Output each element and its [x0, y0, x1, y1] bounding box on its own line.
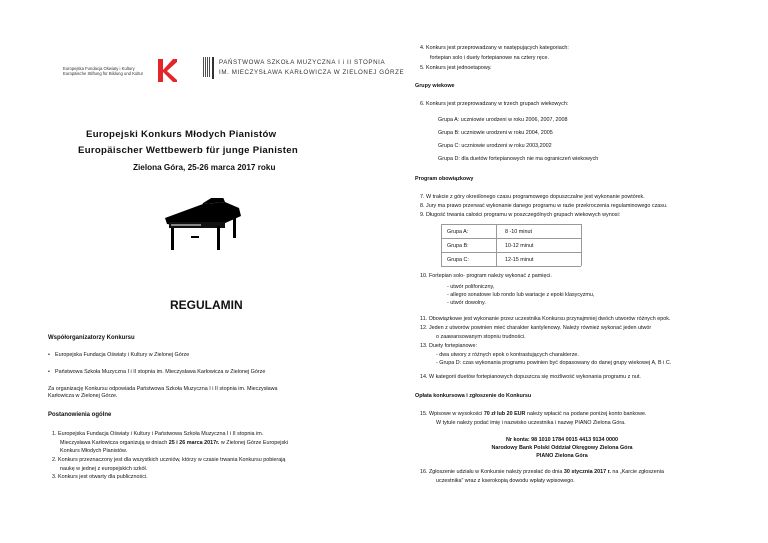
age-group-item: Grupa C: uczniowie urodzeni w roku 2003,2002	[438, 143, 552, 149]
coorganizer-item: • Państwowa Szkoła Muzyczna I i II stopnia im. Mieczysława Karłowicza w Zielonej Górze	[55, 369, 265, 376]
title-polish: Europejski Konkurs Młodych Pianistów	[86, 129, 277, 140]
table-cell: 12-15 minut	[505, 257, 534, 263]
bank-name: Narodowy Bank Polski Oddział Okręgowy Zielona Góra	[491, 444, 633, 451]
rule-15-detail: W tytule należy podać imię i nazwisko uczestnika i nazwę PIANO Zielona Góra.	[436, 420, 626, 426]
rule-16-detail: uczestnika” wraz z kserokopią dowodu wpłaty wpisowego.	[436, 478, 575, 484]
table-cell: 8 -10 minut	[505, 229, 532, 235]
rule-13: 13. Duety fortepianowe:	[420, 343, 477, 349]
rule-5: 5. Konkurs jest jednoetapowy.	[420, 65, 492, 71]
table-row: Grupa B:	[447, 243, 469, 249]
piano-keys-icon	[203, 57, 211, 77]
table-row: Grupa C:	[447, 257, 469, 263]
organizer-note: Za organizację Konkursu odpowiada Państwowa Szkoła Muzyczna I i II stopnia im. Mieczysława Karłowicza w Zielonej Górze.	[48, 386, 278, 400]
regulamin-heading: REGULAMIN	[170, 298, 243, 312]
rule-10: 10. Fortepian solo- program należy wykonać z pamięci.	[420, 273, 552, 279]
rule-4: 4. Konkurs jest przeprowadzany w następujących kategoriach:	[420, 45, 569, 51]
rule-6: 6. Konkurs jest przeprowadzany w trzech grupach wiekowych:	[420, 101, 569, 107]
general-heading: Postanowienia ogólne	[48, 412, 112, 418]
age-groups-heading: Grupy wiekowe	[415, 83, 455, 89]
table-cell: 10-12 minut	[505, 243, 534, 249]
title-german: Europäischer Wettbewerb für junge Pianisten	[78, 145, 299, 156]
account-number: Nr konta: 98 1010 1784 0015 4413 9134 0000	[505, 437, 619, 443]
rule-4-detail: fortepian solo i duety fortepianowe na cztery ręce.	[430, 55, 549, 61]
foundation-logo-text: Europejska Fundacja Oświaty i Kultury Europäische Stiftung für Bildung und Kultur	[63, 66, 144, 77]
coorganizers-heading: Współorganizatorzy Konkursu	[48, 335, 135, 341]
rule-11: 11. Obowiązkowe jest wykonanie przez uczestnika Konkursu przynajmniej dwóch utworów różnych epok.	[420, 316, 671, 322]
coorganizer-item: • Europejska Fundacja Oświaty i Kultury w Zielonej Górze	[55, 352, 189, 359]
rule-12: 12. Jeden z utworów powinien mieć charakter kantylenowy. Należy również wykonać jeden utwór	[420, 325, 652, 331]
age-group-item: Grupa B: uczniowie urodzeni w roku 2004, 2005	[438, 130, 553, 136]
foundation-logo	[63, 58, 183, 83]
bank-account-block	[412, 437, 712, 460]
school-logo	[203, 55, 405, 80]
foundation-k-mark-icon	[155, 58, 177, 83]
place-date: Zielona Góra, 25-26 marca 2017 roku	[133, 163, 276, 172]
school-logo-text: PAŃSTWOWA SZKOŁA MUZYCZNA I i II STOPNIA IM. MIECZYSŁAWA KARŁOWICZA W ZIELONEJ GÓRZE	[219, 59, 405, 76]
rule-10-list: - utwór polifoniczny, - allegro sonatowe lub rondo lub wariacje z epoki klasycyzmu, - utwór dowolny.	[447, 284, 595, 306]
rule-16: 16. Zgłoszenie udziału w Konkursie należy przesłać do dnia 30 stycznia 2017 r. na „Karcie zgłoszenia	[420, 469, 664, 475]
program-heading: Program obowiązkowy	[415, 176, 474, 182]
rule-14: 14. W kategorii duetów fortepianowych dopuszcza się możliwość wykonania programu z nut.	[420, 374, 641, 380]
rule-9: 9. Długość trwania całości programu w poszczególnych grupach wiekowych wynosi:	[420, 212, 621, 218]
rule-15: 15. Wpisowe w wysokości 70 zł lub 20 EUR należy wpłacić na podane poniżej konto bankowe.	[420, 411, 647, 417]
rule-8: 8. Jury ma prawo przerwać wykonanie danego programu w razie przekroczenia regulaminowego czasu.	[420, 203, 668, 209]
rule-12-detail: o zaawansowanym stopniu trudności.	[436, 334, 526, 340]
grand-piano-icon	[163, 198, 245, 254]
logo-divider	[212, 57, 214, 79]
fee-heading: Opłata konkursowa i zgłoszenie do Konkursu	[415, 393, 532, 399]
age-group-item: Grupa D: dla duetów fortepianowych nie ma ograniczeń wiekowych	[438, 156, 599, 162]
rule-13-list: - dwa utwory z różnych epok o kontrastujących charakterze. - Grupa D: czas wykonania programu powinien być dopasowany do danej grupy wiekowej A, B i C.	[436, 352, 672, 366]
table-row: Grupa A:	[447, 229, 469, 235]
rule-7: 7. W trakcie z góry określonego czasu programowego dopuszczalne jest wykonanie powtórek.	[420, 194, 645, 200]
time-table	[441, 224, 581, 266]
age-group-item: Grupa A: uczniowie urodzeni w roku 2006, 2007, 2008	[438, 117, 568, 123]
general-provisions: 1. Europejska Fundacja Oświaty i Kultury i Państwowa Szkoła Muzyczna I i II stopnia im. Mieczysława Karłowicza organizują w dniach 25 i 26 marca 2017r. w Zielonej Górze Europejski Konkurs Młodych Pianistów. 2. Konkurs przeznaczony jest dla wszystkich uczniów, którzy w czasie trwania Konkursu pobierają naukę w jednej z europejskich szkół. 3. Konkurs jest otwarty dla publiczności.	[52, 431, 289, 481]
bank-transfer-title: PIANO Zielona Góra	[536, 452, 588, 459]
